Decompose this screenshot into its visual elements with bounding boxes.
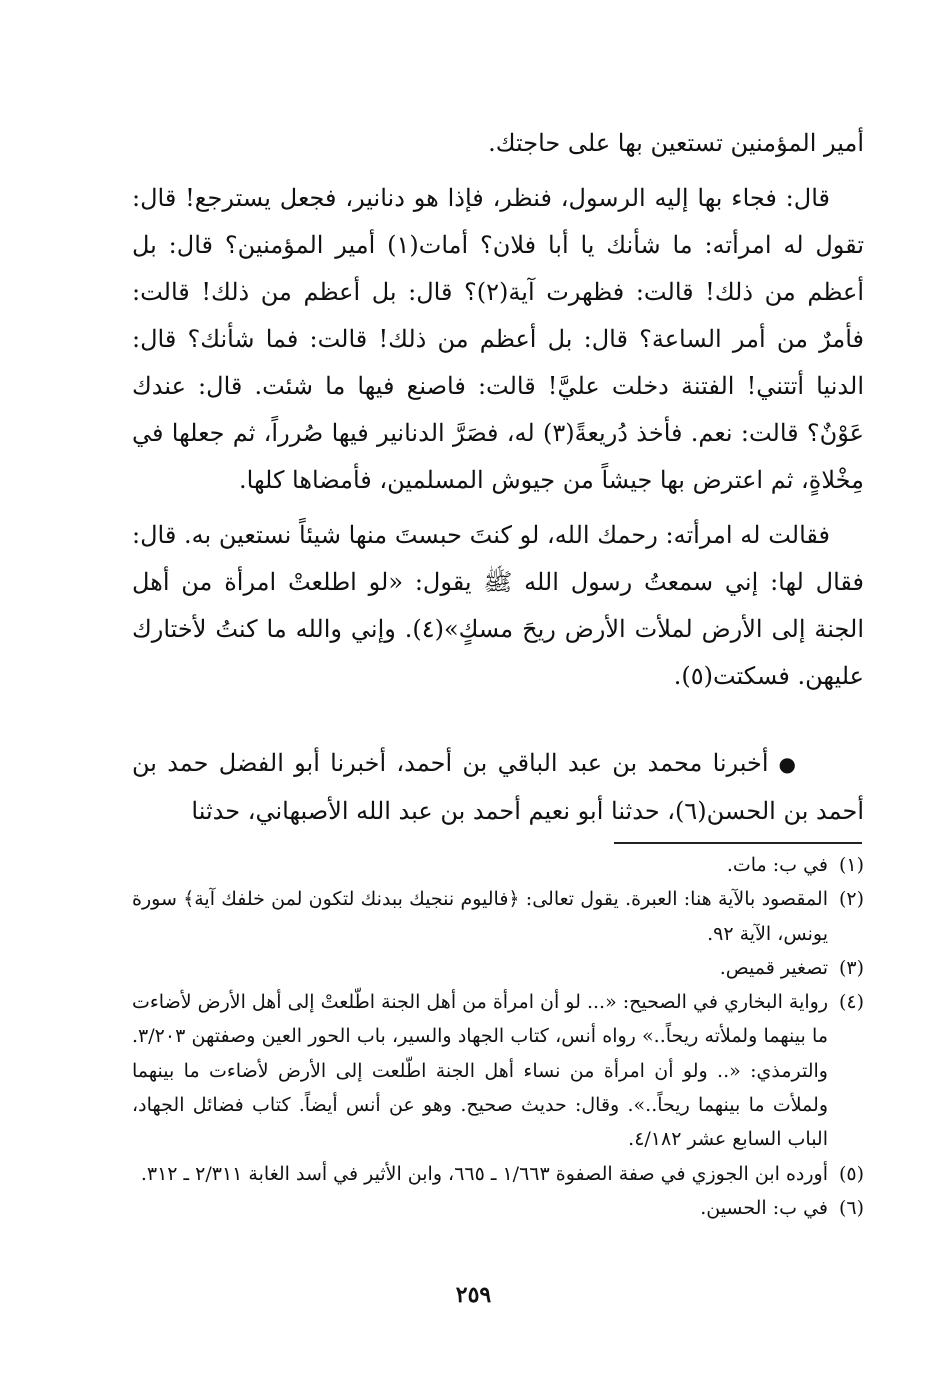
footnote-number: (٥) (838, 1162, 864, 1185)
paragraph-4 (132, 740, 864, 835)
footnote-number: (١) (838, 854, 864, 876)
footnote-number: (٢) (838, 888, 864, 911)
footnote-text: المقصود بالآية هنا: العبرة. يقول تعالى: ﴿فاليوم ننجيك ببدنك لتكون لمن خلفك آية﴾ سورة يونس، الآية ٩٢. (132, 888, 828, 945)
footnote-item (132, 951, 864, 985)
footnote-item (132, 848, 864, 882)
page-number: ٢٥٩ (455, 1282, 492, 1308)
footnote-number: (٤) (838, 991, 864, 1014)
footnote-text: تصغير قميص. (719, 956, 828, 979)
footnote-text: في ب: مات. (726, 854, 828, 876)
paragraph-4-text: أخبرنا محمد بن عبد الباقي بن أحمد، أخبرنا أبو الفضل حمد بن أحمد بن الحسن(٦)، حدثنا أبو نعيم أحمد بن عبد الله الأصبهاني، حدثنا (132, 749, 864, 825)
footnote-separator (614, 842, 862, 844)
footnote-item (132, 1157, 864, 1191)
footnote-item (132, 985, 864, 1156)
footnotes (132, 848, 864, 1225)
footnote-number: (٦) (838, 1196, 864, 1219)
footnote-item (132, 1191, 864, 1225)
paragraph-1: أمير المؤمنين تستعين بها على حاجتك. (488, 129, 864, 157)
main-text (132, 120, 864, 835)
paragraph-2: قال: فجاء بها إليه الرسول، فنظر، فإذا هو دنانير، فجعل يسترجع! قال: تقول له امرأته: ما شأنك يا أبا فلان؟ أمات(١) أمير المؤمنين؟ قال: بل أعظم من ذلك! قالت: فظهرت آية(٢)؟ قال: بل أعظم من ذلك! قالت: فأمرٌ من أمر الساعة؟ قال: بل أعظم من ذلك! قالت: فما شأنك؟ قال: الدنيا أتتني! الفتنة دخلت عليَّ! قالت: فاصنع فيها ما شئت. قال: عندك عَوْنٌ؟ قالت: نعم. فأخذ دُريعةً(٣) له، فصَرَّ الدنانير فيها صُرراً، ثم جعلها في مِخْلاةٍ، ثم اعترض بها جيشاً من جيوش المسلمين، فأمضاها كلها. (132, 184, 865, 494)
footnote-number: (٣) (838, 956, 864, 979)
paragraph-3: فقالت له امرأته: رحمك الله، لو كنتَ حبستَ منها شيئاً نستعين به. قال: فقال لها: إني سمعتُ رسول الله ﷺ يقول: «لو اطلعتْ امرأة من أهل الجنة إلى الأرض لملأت الأرض ريحَ مسكٍ»(٤). وإني والله ما كنتُ لأختارك عليهن. فسكتت(٥). (132, 521, 864, 690)
footnote-text: في ب: الحسين. (700, 1196, 828, 1219)
footnote-item (132, 882, 864, 951)
bullet-icon: ● (778, 752, 796, 776)
footnote-text: رواية البخاري في الصحيح: «... لو أن امرأة من أهل الجنة اطّلعتْ إلى أهل الأرض لأضاءت ما بينهما ولملأته ريحاً..» رواه أنس، كتاب الجهاد والسير، باب الحور العين وصفتهن ٣/٢٠٣. والترمذي: «.. ولو أن امرأة من نساء أهل الجنة اطّلعت إلى الأرض لأضاءت ما بينهما ولملأت ما بينهما ريحاً..». وقال: حديث صحيح. وهو عن أنس أيضاً. كتاب فضائل الجهاد، الباب السابع عشر ٤/١٨٢. (131, 991, 828, 1151)
footnote-text: أورده ابن الجوزي في صفة الصفوة ١/٦٦٣ ـ ٦٦٥، وابن الأثير في أسد الغابة ٢/٣١١ ـ ٣١٢. (140, 1162, 828, 1185)
